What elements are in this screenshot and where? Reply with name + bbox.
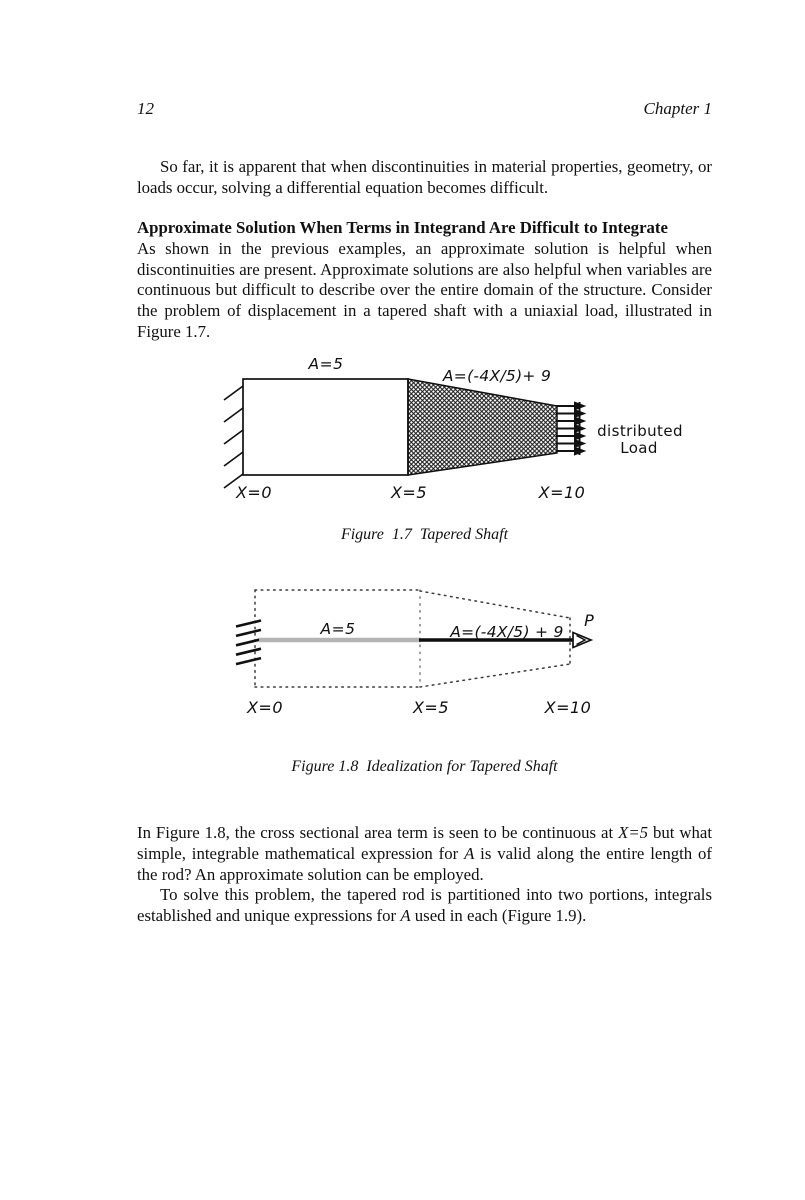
page-number: 12 xyxy=(137,99,154,118)
section-body-paragraph: As shown in the previous examples, an approximate solution is helpful when discontinuities are present. Approximate solutions are also helpful when variables are continuous but difficult to describe over the entire domain of the structure. Consider the problem of displacement in a tapered shaft with a uniaxial load, illustrated in Figure 1.7. xyxy=(137,238,712,341)
fig17-x0-label: X=0 xyxy=(235,483,273,502)
fig18-area-right-label: A=(-4X/5) + 9 xyxy=(450,623,564,641)
closing-p1-text-mid: but what simple, integrable mathematical expression for xyxy=(137,823,712,863)
section-heading: Approximate Solution When Terms in Integrand Are Difficult to Integrate xyxy=(137,218,668,237)
page-header xyxy=(137,99,712,119)
figure-1-8-diagram xyxy=(232,578,612,723)
tapered-section xyxy=(408,379,557,475)
closing-p2-text-end: used in each (Figure 1.9). xyxy=(410,906,587,926)
closing-p2-var-a: A xyxy=(400,906,411,926)
wall-hatching xyxy=(224,386,243,488)
fig18-x5-label: X=5 xyxy=(412,698,450,717)
fig17-x5-label: X=5 xyxy=(390,483,428,502)
uniform-section xyxy=(243,379,408,475)
closing-p1-text: In Figure 1.8, the cross sectional area term is seen to be continuous at xyxy=(137,823,619,842)
fig18-area-left-label: A=5 xyxy=(320,620,356,638)
fig18-x10-label: X=10 xyxy=(544,698,592,717)
intro-paragraph: So far, it is apparent that when discontinuities in material properties, geometry, or loads occur, solving a differential equation becomes difficult. xyxy=(137,157,712,197)
figure-1-7-diagram xyxy=(215,348,695,508)
distributed-load-arrows xyxy=(556,402,584,455)
fig18-load-label: P xyxy=(584,611,594,630)
fig17-load-label-line1: distributed xyxy=(597,422,683,440)
fig17-x10-label: X=10 xyxy=(538,483,586,502)
fig18-x0-label: X=0 xyxy=(246,698,284,717)
closing-paragraph-2 xyxy=(137,885,712,927)
closing-p1-text-end: is valid along the entire length of the rod? An approximate solution can be employed. xyxy=(137,843,712,884)
fig17-area-right-label: A=(-4X/5)+ 9 xyxy=(442,367,552,385)
load-arrowhead xyxy=(573,633,591,648)
fig17-area-left-label: A=5 xyxy=(308,355,344,373)
chapter-title: Chapter 1 xyxy=(643,99,712,118)
figure-1-7-caption: Figure 1.7 Tapered Shaft xyxy=(340,526,509,543)
closing-p1-var-x5: X=5 xyxy=(618,823,649,842)
closing-paragraph-1 xyxy=(137,823,712,885)
figure-1-8-caption: Figure 1.8 Idealization for Tapered Shaft xyxy=(291,758,558,775)
support-hatching xyxy=(236,621,261,665)
fig17-load-label-line2: Load xyxy=(620,439,658,457)
intro-paragraph-block xyxy=(137,157,712,199)
section-block xyxy=(137,218,712,343)
closing-p1-var-a: A xyxy=(464,843,475,863)
closing-p2-text: To solve this problem, the tapered rod is partitioned into two portions, integrals established and unique expressions for xyxy=(137,885,712,926)
closing-block xyxy=(137,823,712,927)
